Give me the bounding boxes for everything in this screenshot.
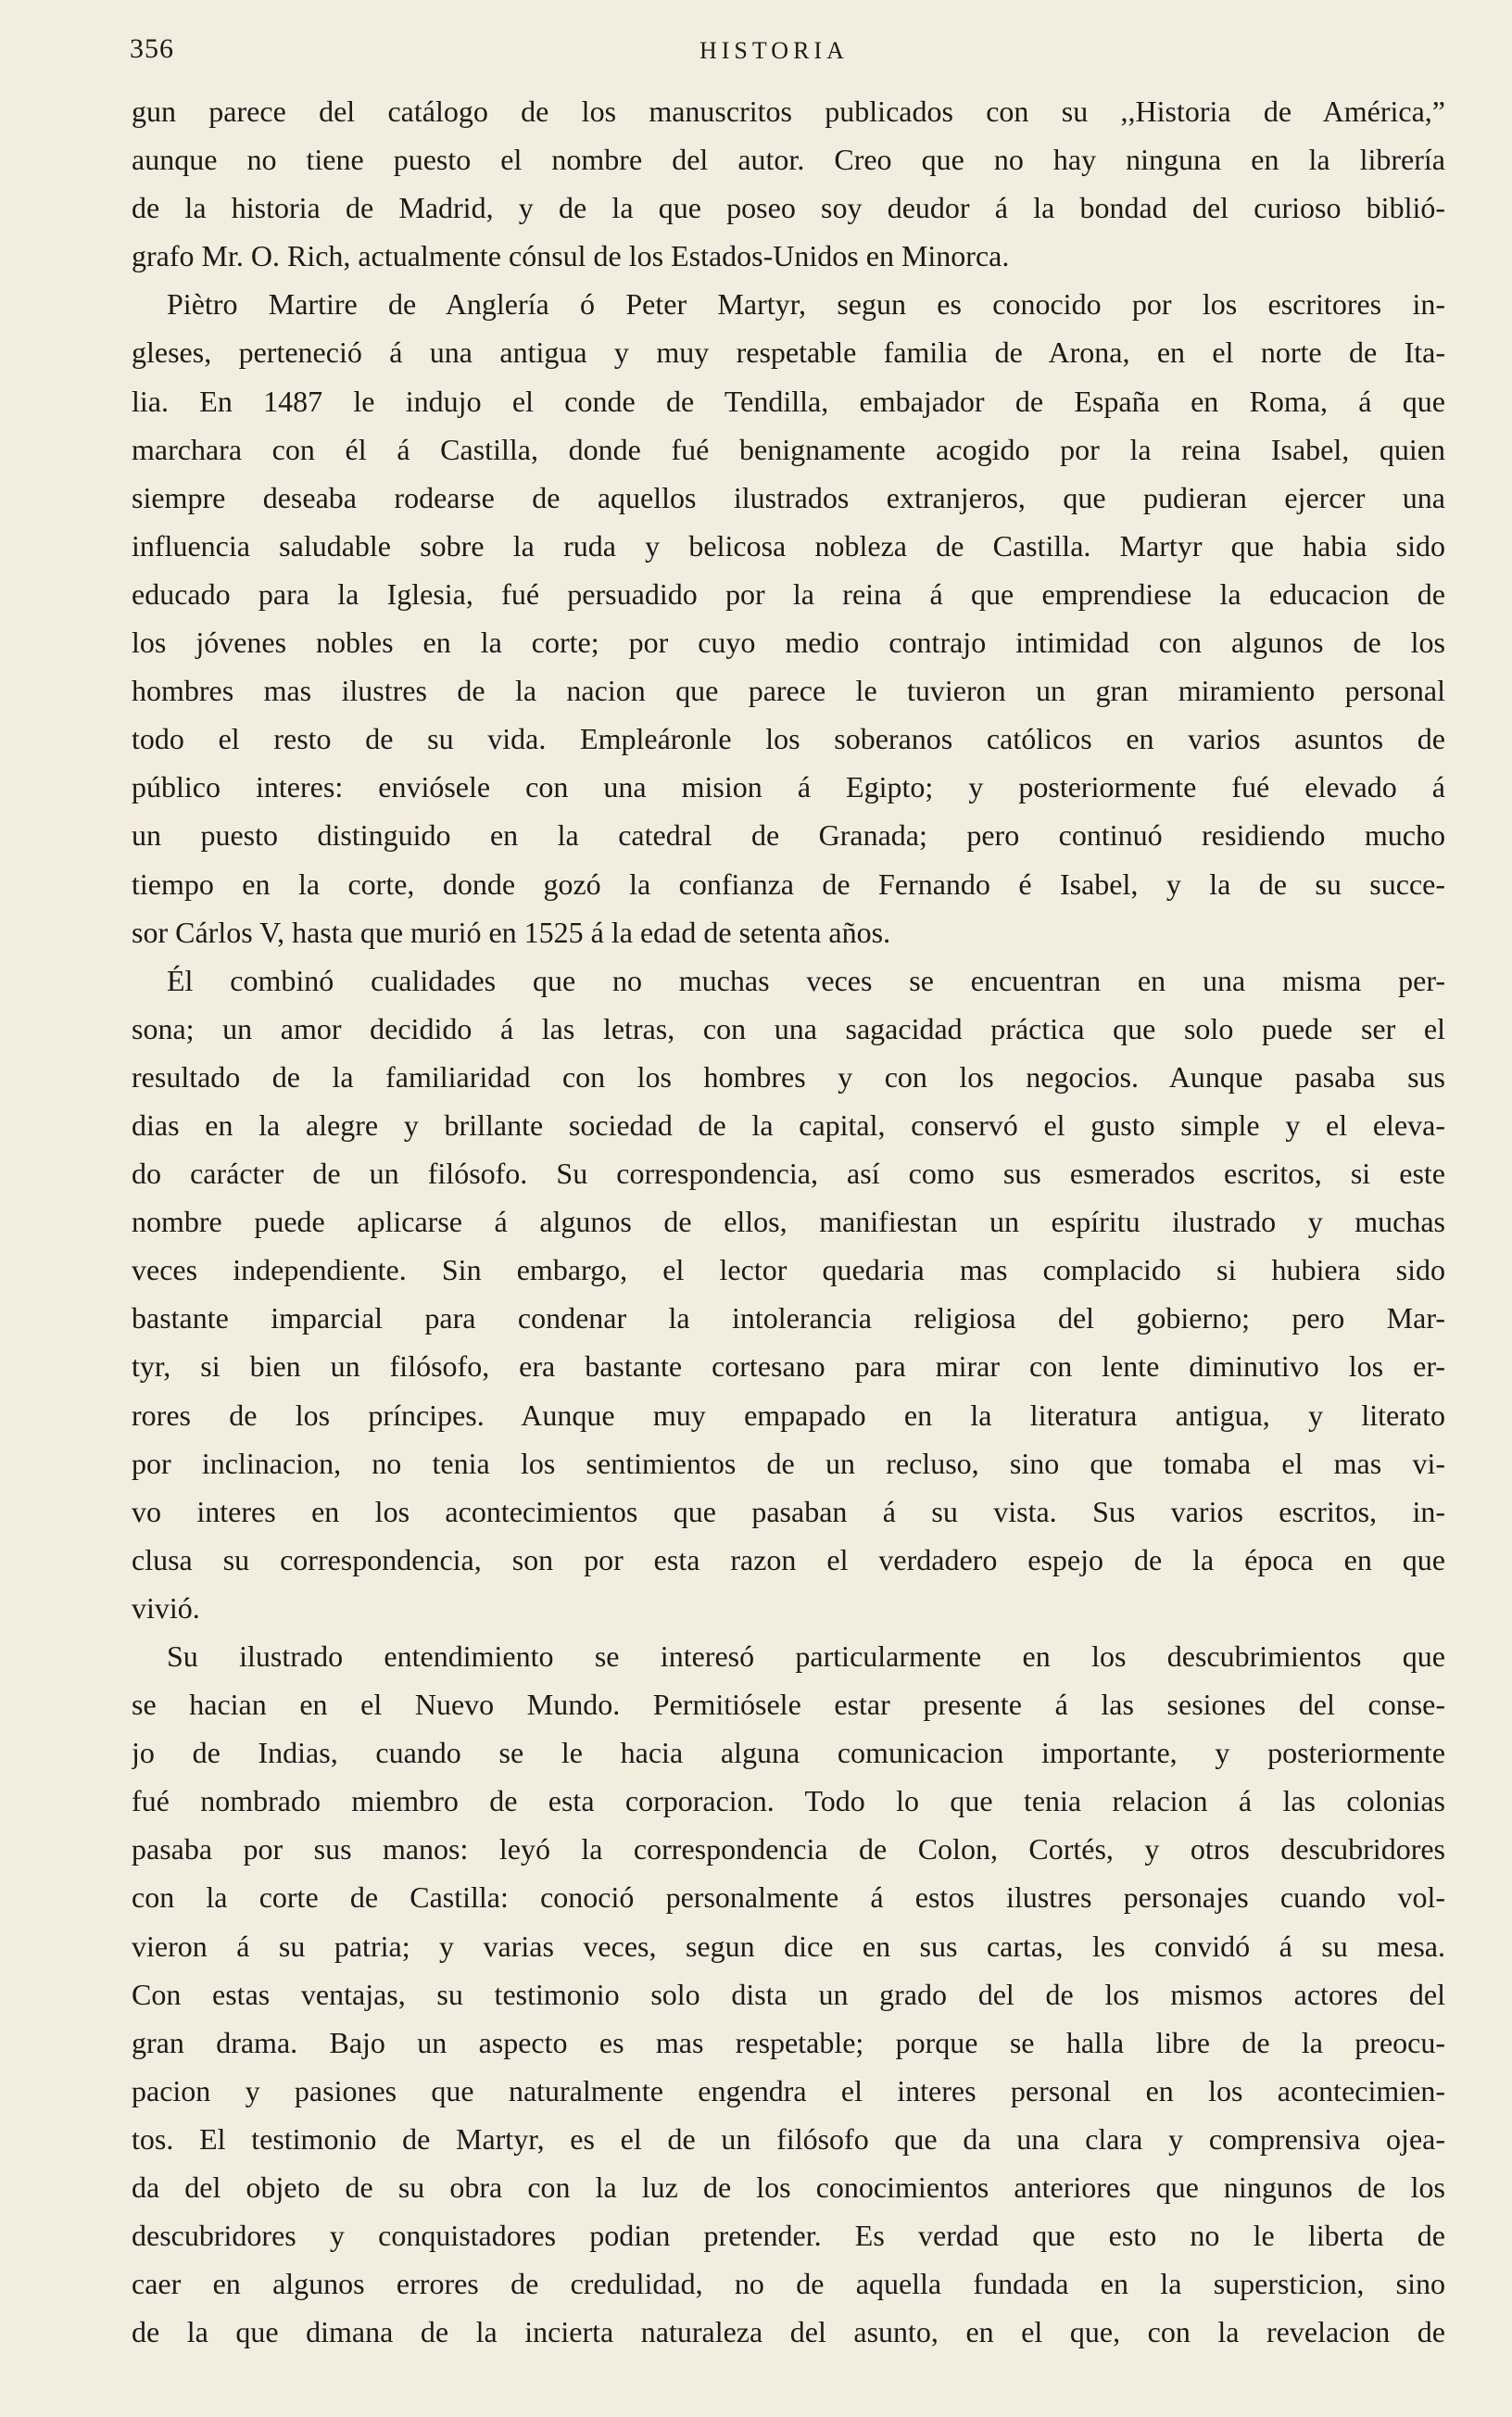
text-line: fué nombrado miembro de esta corporacion. Todo lo que tenia relacion á las colonias [132, 1784, 1445, 1818]
text-line: clusa su correspondencia, son por esta razon el verdadero espejo de la época en que [132, 1542, 1445, 1576]
page-number: 356 [130, 33, 174, 64]
text-line: por inclinacion, no tenia los sentimientos de un recluso, sino que tomaba el mas vi- [132, 1446, 1445, 1480]
text-line: un puesto distinguido en la catedral de Granada; pero continuó residiendo mucho [132, 818, 1445, 853]
text-line: se hacian en el Nuevo Mundo. Permitiósele estar presente á las sesiones del conse- [132, 1688, 1445, 1722]
text-line: Con estas ventajas, su testimonio solo dista un grado del de los mismos actores del [132, 1977, 1445, 2011]
text-line: gran drama. Bajo un aspecto es mas respetable; porque se halla libre de la preocu- [132, 2025, 1445, 2059]
text-line: los jóvenes nobles en la corte; por cuyo medio contrajo intimidad con algunos de los [132, 626, 1445, 660]
text-line: tiempo en la corte, donde gozó la confianza de Fernando é Isabel, y la de su succe- [132, 867, 1445, 901]
text-line: dias en la alegre y brillante sociedad de la capital, conservó el gusto simple y el eleva- [132, 1107, 1445, 1142]
text-line: Piètro Martire de Anglería ó Peter Martyr, segun es conocido por los escritores in- [167, 287, 1445, 322]
text-line: siempre deseaba rodearse de aquellos ilustrados extranjeros, que pudieran ejercer una [132, 480, 1445, 514]
text-line: hombres mas ilustres de la nacion que parece le tuvieron un gran miramiento personal [132, 674, 1445, 708]
text-line: tos. El testimonio de Martyr, es el de un filósofo que da una clara y comprensiva ojea- [132, 2121, 1445, 2156]
running-title: HISTORIA [699, 37, 849, 64]
text-line: descubridores y conquistadores podian pretender. Es verdad que esto no le liberta de [132, 2219, 1445, 2253]
text-line: público interes: enviósele con una mision á Egipto; y posteriormente fué elevado á [132, 770, 1445, 804]
text-line: vivió. [132, 1590, 200, 1625]
text-line: educado para la Iglesia, fué persuadido por la reina á que emprendiese la educacion de [132, 576, 1445, 611]
text-line: jo de Indias, cuando se le hacia alguna comunicacion importante, y posteriormente [132, 1736, 1445, 1770]
text-line: tyr, si bien un filósofo, era bastante cortesano para mirar con lente diminutivo los er- [132, 1349, 1445, 1384]
text-body [132, 87, 1445, 2356]
text-line: bastante imparcial para condenar la intolerancia religiosa del gobierno; pero Mar- [132, 1301, 1445, 1335]
text-line: rores de los príncipes. Aunque muy empapado en la literatura antigua, y literato [132, 1398, 1445, 1432]
text-line: pacion y pasiones que naturalmente engendra el interes personal en los acontecimien- [132, 2073, 1445, 2107]
text-line: resultado de la familiaridad con los hombres y con los negocios. Aunque pasaba sus [132, 1059, 1445, 1094]
text-line: vo interes en los acontecimientos que pasaban á su vista. Sus varios escritos, in- [132, 1494, 1445, 1528]
page-header [130, 33, 1447, 80]
text-line: con la corte de Castilla: conoció personalmente á estos ilustres personajes cuando vol- [132, 1880, 1445, 1915]
text-line: influencia saludable sobre la ruda y belicosa nobleza de Castilla. Martyr que habia sido [132, 528, 1445, 563]
text-line: gleses, perteneció á una antigua y muy respetable familia de Arona, en el norte de Ita- [132, 335, 1445, 370]
text-line: sor Cárlos V, hasta que murió en 1525 á la edad de setenta años. [132, 915, 891, 949]
text-line: nombre puede aplicarse á algunos de ellos, manifiestan un espíritu ilustrado y muchas [132, 1205, 1445, 1239]
text-line: de la que dimana de la incierta naturaleza del asunto, en el que, con la revelacion de [132, 2315, 1445, 2349]
text-line: Su ilustrado entendimiento se interesó particularmente en los descubrimientos que [167, 1639, 1445, 1673]
text-line: grafo Mr. O. Rich, actualmente cónsul de los Estados-Unidos en Minorca. [132, 239, 1010, 273]
text-line: vieron á su patria; y varias veces, segun dice en sus cartas, les convidó á su mesa. [132, 1929, 1445, 1963]
text-line: pasaba por sus manos: leyó la correspondencia de Colon, Cortés, y otros descubridores [132, 1832, 1445, 1867]
text-line: marchara con él á Castilla, donde fué benignamente acogido por la reina Isabel, quien [132, 432, 1445, 466]
text-line: todo el resto de su vida. Empleáronle los soberanos católicos en varios asuntos de [132, 722, 1445, 756]
text-line: lia. En 1487 le indujo el conde de Tendilla, embajador de España en Roma, á que [132, 384, 1445, 418]
text-line: sona; un amor decidido á las letras, con una sagacidad práctica que solo puede ser el [132, 1011, 1445, 1045]
text-line: de la historia de Madrid, y de la que poseo soy deudor á la bondad del curioso biblió- [132, 191, 1445, 225]
text-line: veces independiente. Sin embargo, el lector quedaria mas complacido si hubiera sido [132, 1253, 1445, 1287]
text-line: gun parece del catálogo de los manuscritos publicados con su ,,Historia de América,” [132, 95, 1445, 128]
text-line: caer en algunos errores de credulidad, no de aquella fundada en la supersticion, sino [132, 2267, 1445, 2301]
text-line: da del objeto de su obra con la luz de los conocimientos anteriores que ningunos de los [132, 2170, 1445, 2205]
text-line: aunque no tiene puesto el nombre del autor. Creo que no hay ninguna en la librería [132, 143, 1445, 177]
text-line: Él combinó cualidades que no muchas veces se encuentran en una misma per- [167, 963, 1445, 997]
text-line: do carácter de un filósofo. Su correspondencia, así como sus esmerados escritos, si este [132, 1157, 1445, 1191]
